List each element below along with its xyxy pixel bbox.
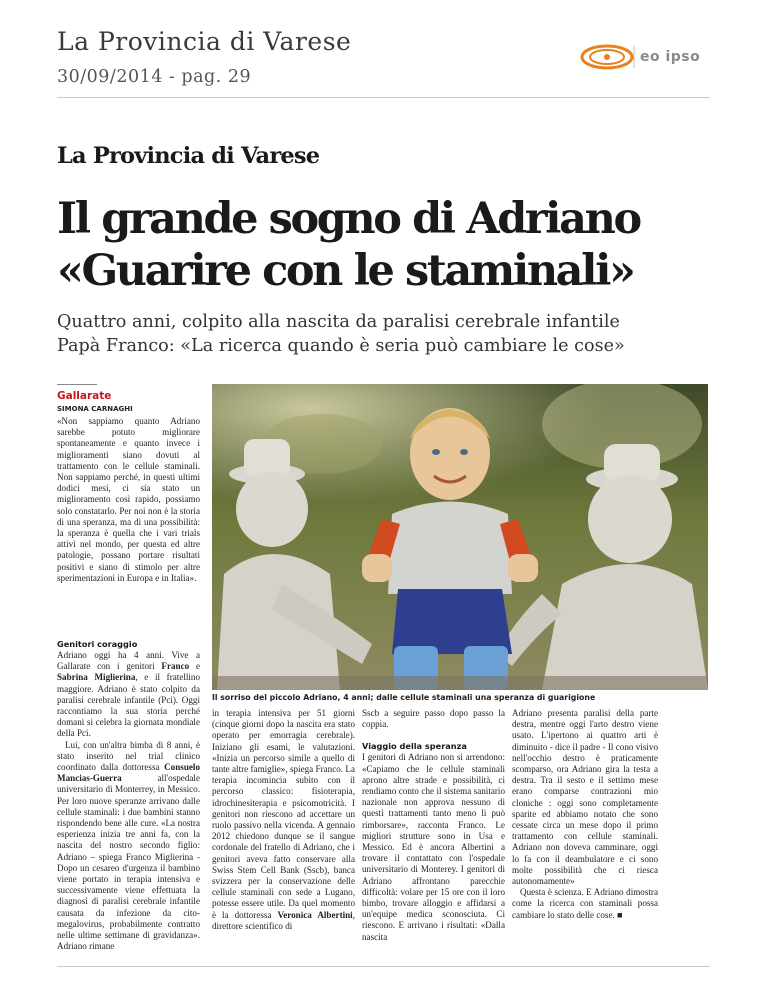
subhead-viaggio: Viaggio della speranza [362,741,467,752]
paragraph-therapy [212,708,355,932]
name-sabrina: Sabrina Miglierina [57,672,136,683]
text-run: in terapia intensiva per 51 giorni (cinque giorni dopo la nascita era stato operato per emorragia cerebrale). Iniziano gli esami, le valutazioni. «Inizia un percorso simile a quello di tante altre famiglie», spiega Franco. La terapia incomincia subito con il percorso classico: fisioterapia, idrochinesiterapia e psicomotricità. I genitori non riescono ad accettare un ruolo passivo nella vicenda. A gennaio 2012 chiedono dunque se il sangue cordonale del fratello di Adriano, che i genitori aveva fatto conservare alla Swiss Stem Cell Bank (Sscb), banca svizzera per la conservazione delle cellule staminali con sede a Lugano, potesse essere utile. Da quel momento è la dottoressa [212,708,355,920]
column-3 [362,708,505,943]
column-1-body [57,639,200,952]
article-photo [212,384,708,690]
paragraph-results: Adriano presenta paralisi della parte destra, mentre oggi l'arto destro viene usato. L'ipertono ai quattro arti è diminuito - dice il padre - Il cono visivo nell'occhio destro è praticamente scomparso, ora Adriano gira la testa a destra. Tra il sesto e il settimo mese erano comparse contrazioni mio cloniche : oggi sono completamente sparite ed abbiamo notato che sono cessate circa un mese dopo il primo trattamento con cellule staminali. Adriano non doveva camminare, oggi lo fa con il deambulatore e ci sono molte possibilità che ci riesca autonomamente» [512,708,658,887]
paragraph-family [57,650,200,740]
subhead-genitori: Genitori coraggio [57,639,138,649]
paragraph-conclusion: Questa è scienza. E Adriano dimostra come la ricerca con staminali possa cambiare lo stato delle cose. ■ [512,887,658,920]
column-2 [212,708,355,932]
name-veronica: Veronica Albertini [277,909,353,920]
paragraph-intro: «Non sappiamo quanto Adriano sarebbe potuto migliorare spontaneamente e quanto invece i miglioramenti siano dovuti al trattamento con le cellule staminali. Non sappiamo perché, in questi ultimi dodici mesi, ci sia stato un miglioramento così rapido, possiamo solo constatarlo. Per noi non è la storia di una speranza, ma di una possibilità: la speranza è quella che i vari trials attivi nel mondo, per questa ed altre patologie, possano portare risultati positivi e siano di stimolo per altre sperimentazioni in Europa e in Italia». [57,416,200,583]
logo-text: eo ipso [640,49,701,65]
column-1-intro [57,416,200,584]
text-run: e [189,661,201,672]
paragraph-sscb: Sscb a seguire passo dopo passo la coppia. [362,708,505,730]
section-divider [57,384,97,385]
publication-date: 30/09/2014 - pag. 29 [57,67,252,87]
masthead: La Provincia di Varese [57,143,320,169]
name-franco: Franco [161,661,190,672]
text-run: all'ospedale universitario di Monterrey, in Messico. Per loro nuove speranze arrivano dalle cellule staminali: i due bambini stanno rispondendo bene alle cure. «La nostra esperienza inizia tre anni fa, con la nascita del nostro secondo figlio: Adriano – spiega Franco Miglierina - Dopo un cesareo d'urgenza il bambino viene portato in terapia intensiva e successivamente viene effettuata la diagnosi di paralisi cerebrale infantile causata da infezione da cito-megalovirus, probabilmente contratto nelle ultime settimane di gravidanza». Adriano rimane [57,773,200,952]
paragraph-trial [57,740,200,953]
photo-caption: Il sorriso del piccolo Adriano, 4 anni; dalle cellule staminali una speranza di guarigione [212,693,596,702]
text-run: , direttore scientifico di [212,909,355,931]
subtitle-line-2: Papà Franco: «La ricerca quando è seria può cambiare le cose» [57,336,625,356]
text-run: , e il fratellino maggiore. Adriano è stato colpito da paralisi cerebrale infantile (Pci). Oggi raccontiamo la sua storia perché domani si celebra la giornata mondiale della Pci. [57,672,201,739]
headline-line-2: «Guarire con le staminali» [57,246,634,296]
section-label: Gallarate [57,390,112,402]
author-byline: SIMONA CARNAGHI [57,405,133,413]
subtitle [57,310,625,358]
header-divider [57,97,710,98]
name-consuelo: Consuelo Mancias-Guerra [57,762,200,784]
footer-divider [57,966,710,967]
headline-line-1: Il grande sogno di Adriano [57,194,640,244]
paragraph-journey: I genitori di Adriano non si arrendono: «Capiamo che le cellule staminali aprono altre strade e possibilità, ci rendiamo conto che il sistema sanitario nazionale non approva nessuno di questi trattamenti tanto meno li può rimborsare», racconta Franco. Le migliori strutture sono in Usa e Messico. Ed è ancora Albertini a trovare il contattato con l'ospedale universitario di Monterey. I genitori di Adriano affrontano parecchie difficoltà: volare per 15 ore con il loro bimbo, trovare alloggio e affidarsi a un'equipe medica sconosciuta. Ci riescono. E arrivano i risultati: «Dalla nascita [362,752,505,942]
subtitle-line-1: Quattro anni, colpito alla nascita da paralisi cerebrale infantile [57,312,620,332]
text-run: Adriano oggi ha 4 anni. Vive a Gallarate con i genitori [57,650,200,672]
text-run: Lui, con un'altra bimba di 8 anni, è stato inserito nel trial clinico coordinato dalla dottoressa [57,739,200,773]
publication-name: La Provincia di Varese [57,27,352,56]
column-4 [512,708,658,921]
headline [57,193,737,297]
